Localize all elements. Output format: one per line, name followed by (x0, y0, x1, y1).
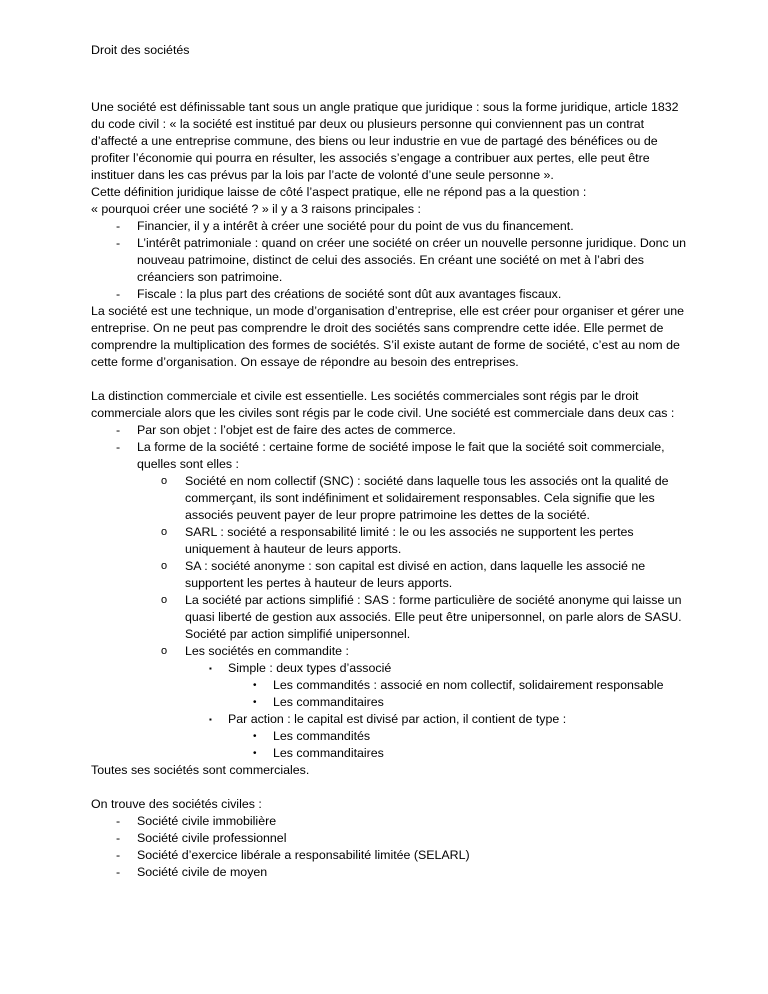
list-item: • Les commanditaires (253, 695, 384, 709)
dash-bullet: - (116, 831, 121, 845)
dash-bullet: - (116, 423, 121, 437)
dot-bullet: • (253, 680, 257, 691)
list-item: - Fiscale : la plus part des créations de société sont dût aux avantages fiscaux. (116, 287, 562, 301)
paragraph-question: « pourquoi créer une société ? » il y a 3 raisons principales : (91, 202, 421, 216)
circle-bullet: o (161, 526, 168, 538)
dot-bullet: • (253, 748, 257, 759)
list-item: - Financier, il y a intérêt à créer une société pour du point de vus du financement. (116, 219, 574, 233)
dot-bullet: • (253, 697, 257, 708)
reasons-list (91, 218, 691, 303)
square-bullet: ▪ (209, 664, 212, 673)
page-header: Droit des sociétés (91, 43, 190, 57)
dash-bullet: - (116, 848, 121, 862)
circle-bullet: o (161, 560, 168, 572)
dot-bullet: • (253, 731, 257, 742)
list-item: ▪ Simple : deux types d’associé (209, 661, 392, 675)
paragraph-definition: Une société est définissable tant sous un angle pratique que juridique : sous la forme juridique, article 1832 du code civil : « la société est institué par deux ou plusieurs personne qui conviennent pas un contrat d’affecté a une entreprise commune, des biens ou leur industrie en vue de partagé des bénéfices ou de profiter l’économie qui pourra en résulter, les associés s’engage a contribuer aux pertes, elle peut être instituer dans les cas prévus par la lois par l’acte de volonté d’une seule personne ». (91, 100, 679, 182)
list-item: - L’intérêt patrimoniale : quand on créer une société on créer un nouvelle personne juridique. Donc un nouveau patrimoine, distinct de celui des associés. En créant une société on met à l’abri des créanciers son patrimoine. (116, 236, 686, 284)
list-item: o La société par actions simplifié : SAS : forme particulière de société anonyme qui laisse un quasi liberté de gestion aux associés. Elle peut être unipersonnel, on parle alors de SASU. Société par action simplifié unipersonnel. (161, 593, 682, 641)
document-body (91, 99, 691, 881)
civiles-list (91, 813, 691, 881)
list-item: - La forme de la société : certaine forme de société impose le fait que la société soit commerciale, quelles sont elles : (116, 440, 665, 471)
list-item: - Société civile immobilière (116, 814, 277, 828)
dash-bullet: - (116, 814, 121, 828)
dash-bullet: - (116, 219, 121, 233)
list-item: o SARL : société a responsabilité limité : le ou les associés ne supportent les pertes uniquement à hauteur de leurs apports. (161, 525, 634, 556)
list-item: ▪ Par action : le capital est divisé par action, il contient de type : (209, 712, 567, 726)
dash-bullet: - (116, 865, 121, 879)
paragraph-conclusion: Toutes ses sociétés sont commerciales. (91, 763, 310, 777)
paragraph-civiles: On trouve des sociétés civiles : (91, 797, 262, 811)
circle-bullet: o (161, 475, 168, 487)
circle-bullet: o (161, 594, 168, 606)
list-item: - Par son objet : l’objet est de faire des actes de commerce. (116, 423, 456, 437)
list-item: • Les commanditaires (253, 746, 384, 760)
list-item: - Société civile professionnel (116, 831, 287, 845)
square-bullet: ▪ (209, 715, 212, 724)
list-item: o Société en nom collectif (SNC) : société dans laquelle tous les associés ont la qualité de commerçant, ils sont indéfiniment et solidairement responsables. Cela signifie que les associés peuvent payer de leur propre patrimoine les dettes de la société. (161, 474, 669, 522)
list-item: • Les commandités (253, 729, 371, 743)
cases-list (91, 422, 691, 762)
list-item: o Les sociétés en commandite : (161, 644, 349, 658)
dash-bullet: - (116, 236, 121, 250)
list-item: - Société d’exercice libérale a responsabilité limitée (SELARL) (116, 848, 470, 862)
dash-bullet: - (116, 287, 121, 301)
paragraph-technique: La société est une technique, un mode d’organisation d’entreprise, elle est créer pour organiser et gérer une entreprise. On ne peut pas comprendre le droit des sociétés sans comprendre cette idée. Elle permet de comprendre la multiplication des formes de sociétés. S’il existe autant de forme de société, c’est au nom de cette forme d’organisation. On essaye de répondre au besoin des entreprises. (91, 304, 685, 369)
dash-bullet: - (116, 440, 121, 454)
list-item: o SA : société anonyme : son capital est divisé en action, dans laquelle les associé ne supportent les pertes à hauteur de leurs apports. (161, 559, 646, 590)
paragraph-aspect: Cette définition juridique laisse de côté l’aspect pratique, elle ne répond pas a la question : (91, 185, 587, 199)
circle-bullet: o (161, 645, 168, 657)
list-item: • Les commandités : associé en nom collectif, solidairement responsable (253, 678, 664, 692)
paragraph-distinction: La distinction commerciale et civile est essentielle. Les sociétés commerciales sont régis par le droit commerciale alors que les civiles sont régis par le code civil. Une société est commerciale dans deux cas : (91, 389, 675, 420)
list-item: - Société civile de moyen (116, 865, 268, 879)
